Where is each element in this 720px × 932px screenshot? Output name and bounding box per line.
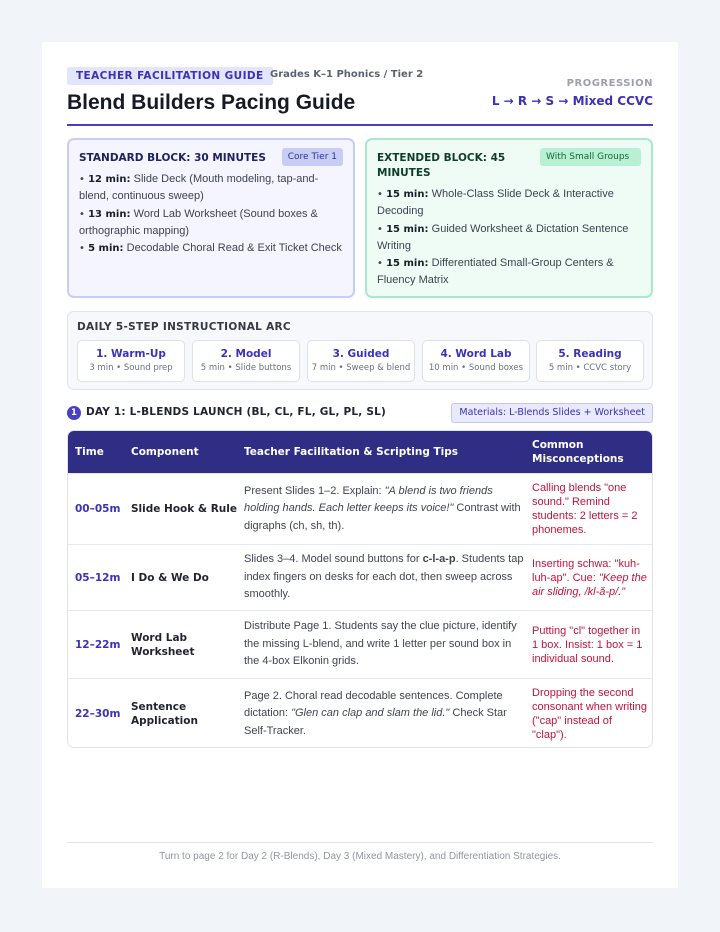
page-title: Blend Builders Pacing Guide: [67, 91, 356, 114]
instructional-arc: [67, 311, 653, 390]
table-row: [68, 473, 653, 544]
cell-misconception: Calling blends "one sound." Remind students: 2 letters = 2 phonemes.: [532, 482, 638, 536]
col-header-time: Time: [75, 446, 104, 458]
cell-tips: Distribute Page 1. Students say the clue picture, identify the missing L-blend, and write 1 letter per sound box in the 4-box Elkonin grids.: [244, 620, 517, 668]
day-header: [67, 403, 653, 423]
arc-title: DAILY 5-STEP INSTRUCTIONAL ARC: [77, 321, 291, 333]
arc-step-guided: [307, 340, 415, 382]
table-row: [68, 610, 653, 678]
list-item: • 15 min: Guided Worksheet & Dictation Sentence Writing: [377, 222, 629, 252]
standard-block-tag: Core Tier 1: [282, 148, 343, 166]
cell-misconception: Dropping the second consonant when writing ("cap" instead of "clap").: [532, 687, 647, 741]
extended-block-title: EXTENDED BLOCK: 45 MINUTES: [377, 152, 506, 179]
progression-label: PROGRESSION: [566, 78, 653, 89]
step-name: 3. Guided: [332, 348, 390, 360]
step-name: 2. Model: [220, 348, 272, 360]
list-item: • 15 min: Whole-Class Slide Deck & Interactive Decoding: [377, 188, 614, 218]
step-detail: 5 min • CCVC story: [548, 363, 632, 373]
col-header-component: Component: [131, 446, 199, 458]
document-page: [42, 42, 678, 888]
materials-badge: Materials: L-Blends Slides + Worksheet: [451, 403, 653, 423]
step-detail: 3 min • Sound prep: [89, 363, 173, 373]
step-name: 5. Reading: [558, 348, 622, 360]
extended-block-card: [365, 138, 653, 298]
col-header-tips: Teacher Facilitation & Scripting Tips: [244, 446, 459, 458]
guide-badge: TEACHER FACILITATION GUIDE: [67, 67, 273, 85]
standard-block-title: STANDARD BLOCK: 30 MINUTES: [79, 152, 266, 164]
arc-step-word-lab: [422, 340, 530, 382]
cell-time: 22–30m: [75, 708, 121, 720]
extended-block-tag: With Small Groups: [540, 148, 641, 166]
day-number-badge: 1: [67, 406, 81, 420]
cell-misconception: Putting "cl" together in 1 box. Insist: 1 box = 1 individual sound.: [532, 624, 643, 665]
step-detail: 7 min • Sweep & blend: [311, 363, 411, 373]
step-name: 1. Warm-Up: [96, 348, 166, 360]
table-row: [68, 544, 653, 610]
step-detail: 5 min • Slide buttons: [200, 363, 292, 373]
grades-label: Grades K–1 Phonics / Tier 2: [270, 69, 424, 80]
list-item: • 15 min: Differentiated Small-Group Centers & Fluency Matrix: [377, 257, 614, 287]
cell-time: 12–22m: [75, 638, 121, 651]
cell-component: Slide Hook & Rule: [131, 503, 237, 515]
step-detail: 10 min • Sound boxes: [428, 363, 524, 373]
page-header: [67, 67, 653, 126]
cell-tips: Present Slides 1–2. Explain: "A blend is two friends holding hands. Each letter keeps its voice!" Contrast with digraphs (ch, sh, th).: [244, 484, 521, 532]
standard-block-card: [67, 138, 355, 298]
cell-component: I Do & We Do: [131, 571, 209, 584]
list-item: • 12 min: Slide Deck (Mouth modeling, tap-and-blend, continuous sweep): [79, 173, 319, 203]
list-item: • 5 min: Decodable Choral Read & Exit Ticket Check: [79, 242, 342, 255]
arc-step-warm-up: [77, 340, 185, 382]
cell-component: Sentence Application: [131, 701, 198, 727]
progression-value: L → R → S → Mixed CCVC: [491, 94, 653, 108]
standard-block-list: [79, 171, 343, 257]
table-row: [68, 678, 653, 748]
arc-step-model: [192, 340, 300, 382]
cell-misconception: Inserting schwa: "kuh-luh-ap". Cue: "Keep the air sliding, /kl-ă-p/.": [532, 557, 647, 598]
table-header: [68, 431, 653, 473]
page-footer: Turn to page 2 for Day 2 (R-Blends), Day 3 (Mixed Mastery), and Differentiation Strategies.: [67, 842, 653, 862]
cell-time: 00–05m: [75, 503, 121, 515]
col-header-misconceptions: Common Misconceptions: [532, 439, 624, 465]
pacing-table: [67, 430, 653, 748]
arc-step-reading: [536, 340, 644, 382]
day-title: DAY 1: L-BLENDS LAUNCH (BL, CL, FL, GL, PL, SL): [86, 406, 386, 418]
cell-tips: Slides 3–4. Model sound buttons for c-l-a-p. Students tap index fingers on desks for each dot, then sweep across smoothly.: [244, 553, 524, 601]
cell-time: 05–12m: [75, 571, 121, 584]
list-item: • 13 min: Word Lab Worksheet (Sound boxes & orthographic mapping): [79, 207, 318, 237]
step-name: 4. Word Lab: [440, 348, 512, 360]
cell-tips: Page 2. Choral read decodable sentences. Complete dictation: "Glen can clap and slam the lid." Check Star Self-Tracker.: [244, 689, 507, 737]
extended-block-list: [377, 186, 641, 290]
cell-component: Word Lab Worksheet: [131, 631, 195, 658]
